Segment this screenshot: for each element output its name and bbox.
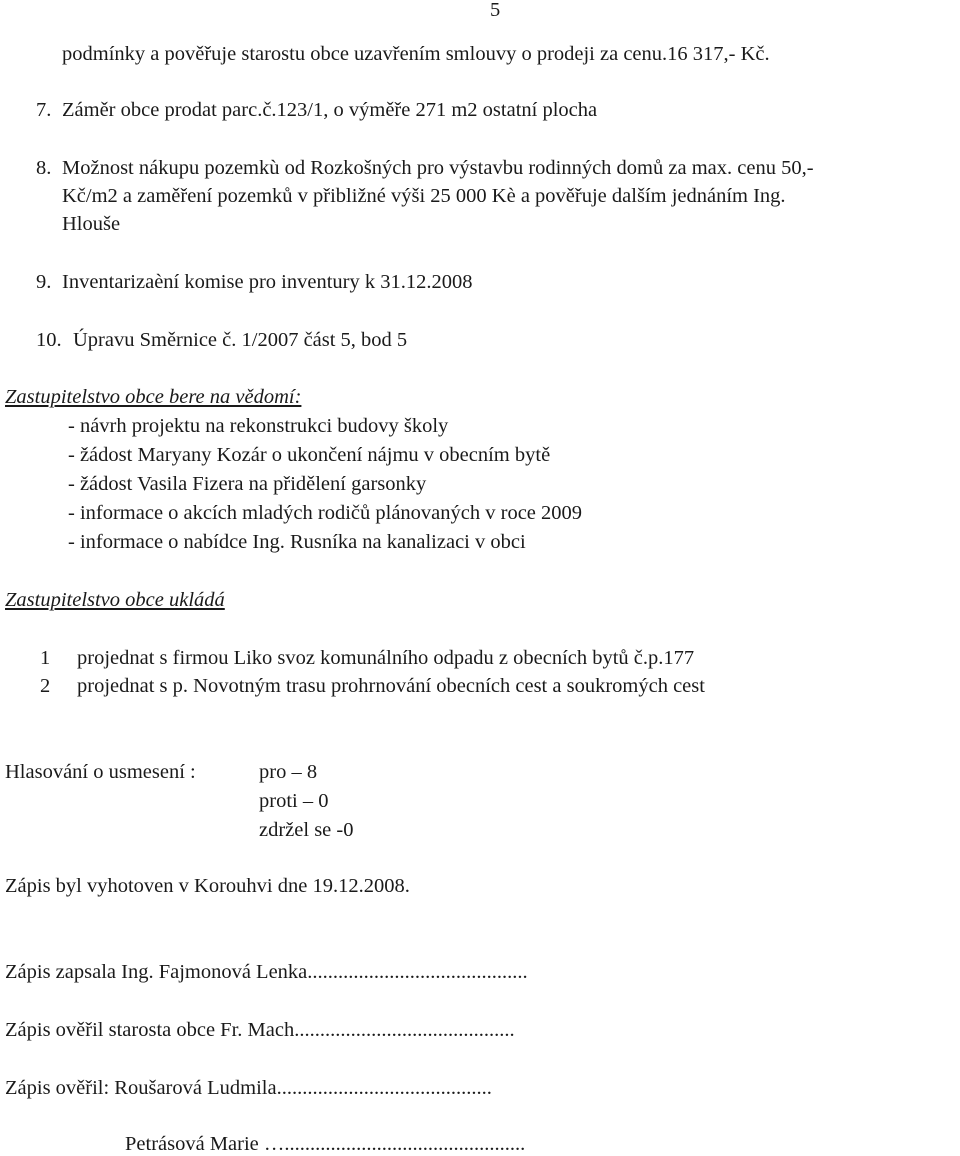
signature-line: Zápis ověřil: Roušarová Ludmila.......................................... [5, 1077, 492, 1099]
item-text: Inventarizaèní komise pro inventury k 31.12.2008 [62, 271, 473, 293]
prepared-line: Zápis byl vyhotoven v Korouhvi dne 19.12.2008. [5, 875, 410, 897]
vote-abstain: zdržel se -0 [259, 819, 354, 841]
noted-item: - informace o akcích mladých rodičů plánovaných v roce 2009 [68, 502, 583, 524]
task-text: projednat s firmou Liko svoz komunálního odpadu z obecních bytů č.p.177 [77, 647, 695, 669]
task-text: projednat s p. Novotným trasu prohrnování obecních cest a soukromých cest [77, 675, 705, 697]
item-number: 7. [36, 99, 52, 121]
noted-item: - informace o nabídce Ing. Rusníka na kanalizaci v obci [68, 531, 526, 553]
noted-item: - žádost Maryany Kozár o ukončení nájmu v obecním bytě [68, 444, 551, 466]
signature-line: Petrásová Marie …............................................... [125, 1133, 526, 1155]
task-number: 1 [40, 647, 51, 669]
item-number: 9. [36, 271, 52, 293]
noted-item: - žádost Vasila Fizera na přidělení garsonky [68, 473, 427, 495]
task-number: 2 [40, 675, 51, 697]
item-text: Možnost nákupu pozemkù od Rozkošných pro výstavbu rodinných domů za max. cenu 50,- [62, 157, 814, 179]
page-number: 5 [490, 0, 501, 21]
noted-item: - návrh projektu na rekonstrukci budovy školy [68, 415, 449, 437]
item-text: Hlouše [62, 213, 121, 235]
vote-against: proti – 0 [259, 790, 329, 812]
item-number: 8. [36, 157, 52, 179]
noted-heading: Zastupitelstvo obce bere na vědomí: [5, 386, 302, 408]
tasks-heading: Zastupitelstvo obce ukládá [5, 589, 225, 611]
item-text: Kč/m2 a zaměření pozemků v přibližné výši 25 000 Kè a pověřuje dalším jednáním Ing. [62, 185, 786, 207]
intro-line: podmínky a pověřuje starostu obce uzavřením smlouvy o prodeji za cenu.16 317,- Kč. [62, 43, 770, 65]
vote-label: Hlasování o usmesení : [5, 761, 196, 783]
signature-line: Zápis ověřil starosta obce Fr. Mach........................................... [5, 1019, 515, 1041]
item-number: 10. [36, 329, 62, 351]
vote-for: pro – 8 [259, 761, 318, 783]
item-text: Záměr obce prodat parc.č.123/1, o výměře 271 m2 ostatní plocha [62, 99, 598, 121]
signature-line: Zápis zapsala Ing. Fajmonová Lenka........................................... [5, 961, 528, 983]
item-text: Úpravu Směrnice č. 1/2007 část 5, bod 5 [73, 329, 408, 351]
